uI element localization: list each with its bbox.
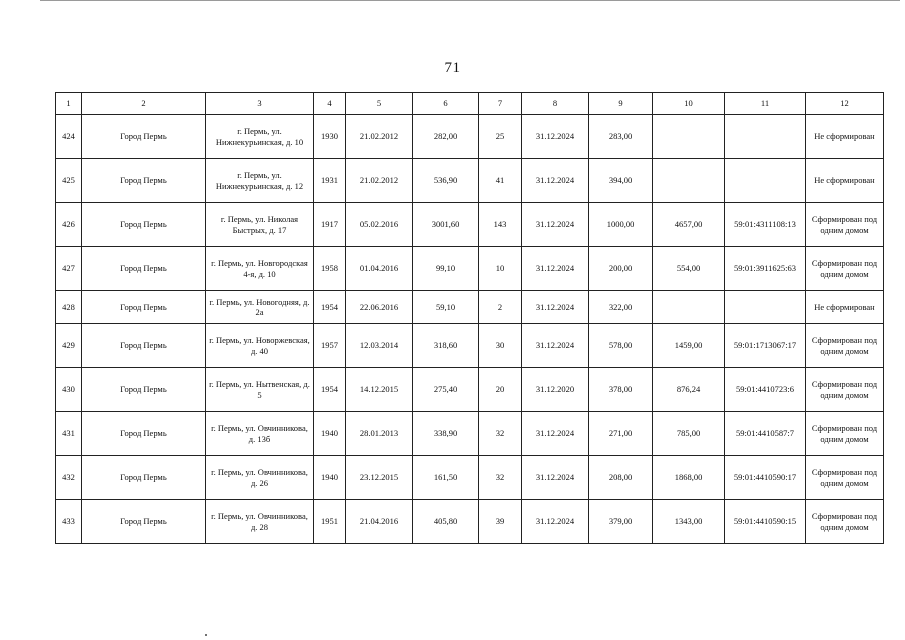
column-header: 2 <box>82 93 206 115</box>
column-header: 12 <box>806 93 884 115</box>
municipality-cell: Город Пермь <box>82 247 206 291</box>
cadastral-number-cell: 59:01:1713067:17 <box>725 324 806 368</box>
land-area-cell: 876,24 <box>653 368 725 412</box>
date-cell: 21.02.2012 <box>346 159 413 203</box>
land-area-cell: 785,00 <box>653 412 725 456</box>
column-header: 6 <box>413 93 479 115</box>
cadastral-number-cell: 59:01:4410590:15 <box>725 500 806 544</box>
cadastral-number-cell: 59:01:3911625:63 <box>725 247 806 291</box>
value-cell: 208,00 <box>589 456 653 500</box>
residents-cell: 32 <box>479 456 522 500</box>
address-cell: г. Пермь, ул. Новоржевская, д. 40 <box>206 324 314 368</box>
land-area-cell <box>653 115 725 159</box>
land-area-cell: 554,00 <box>653 247 725 291</box>
header-row <box>56 93 884 115</box>
top-edge-rule <box>40 0 900 1</box>
status-cell: Не сформирован <box>806 115 884 159</box>
municipality-cell: Город Пермь <box>82 456 206 500</box>
value-cell: 378,00 <box>589 368 653 412</box>
deadline-cell: 31.12.2024 <box>522 159 589 203</box>
table-row <box>56 324 884 368</box>
cadastral-number-cell: 59:01:4311108:13 <box>725 203 806 247</box>
column-header: 1 <box>56 93 82 115</box>
address-cell: г. Пермь, ул. Овчинникова, д. 26 <box>206 456 314 500</box>
row-number-cell: 430 <box>56 368 82 412</box>
row-number-cell: 425 <box>56 159 82 203</box>
residents-cell: 30 <box>479 324 522 368</box>
table-row <box>56 247 884 291</box>
cadastral-number-cell: 59:01:4410723:6 <box>725 368 806 412</box>
table-row <box>56 291 884 324</box>
status-cell: Сформирован под одним домом <box>806 203 884 247</box>
deadline-cell: 31.12.2024 <box>522 115 589 159</box>
registry-table <box>55 92 884 544</box>
land-area-cell <box>653 291 725 324</box>
residents-cell: 20 <box>479 368 522 412</box>
address-cell: г. Пермь, ул. Николая Быстрых, д. 17 <box>206 203 314 247</box>
status-cell: Не сформирован <box>806 159 884 203</box>
area-cell: 161,50 <box>413 456 479 500</box>
column-header: 7 <box>479 93 522 115</box>
column-header: 8 <box>522 93 589 115</box>
deadline-cell: 31.12.2024 <box>522 291 589 324</box>
address-cell: г. Пермь, ул. Новгородская 4-я, д. 10 <box>206 247 314 291</box>
deadline-cell: 31.12.2020 <box>522 368 589 412</box>
status-cell: Сформирован под одним домом <box>806 412 884 456</box>
deadline-cell: 31.12.2024 <box>522 247 589 291</box>
row-number-cell: 428 <box>56 291 82 324</box>
area-cell: 275,40 <box>413 368 479 412</box>
status-cell: Сформирован под одним домом <box>806 456 884 500</box>
row-number-cell: 426 <box>56 203 82 247</box>
deadline-cell: 31.12.2024 <box>522 324 589 368</box>
year-cell: 1954 <box>314 368 346 412</box>
row-number-cell: 424 <box>56 115 82 159</box>
address-cell: г. Пермь, ул. Нытвенская, д. 5 <box>206 368 314 412</box>
table-row <box>56 115 884 159</box>
column-header: 11 <box>725 93 806 115</box>
status-cell: Сформирован под одним домом <box>806 324 884 368</box>
status-cell: Сформирован под одним домом <box>806 500 884 544</box>
date-cell: 28.01.2013 <box>346 412 413 456</box>
year-cell: 1951 <box>314 500 346 544</box>
address-cell: г. Пермь, ул. Овчинникова, д. 28 <box>206 500 314 544</box>
table-row <box>56 203 884 247</box>
deadline-cell: 31.12.2024 <box>522 500 589 544</box>
year-cell: 1940 <box>314 456 346 500</box>
table-row <box>56 456 884 500</box>
year-cell: 1917 <box>314 203 346 247</box>
status-cell: Сформирован под одним домом <box>806 368 884 412</box>
residents-cell: 10 <box>479 247 522 291</box>
column-header: 5 <box>346 93 413 115</box>
table-row <box>56 412 884 456</box>
municipality-cell: Город Пермь <box>82 324 206 368</box>
year-cell: 1957 <box>314 324 346 368</box>
column-header: 4 <box>314 93 346 115</box>
cadastral-number-cell: 59:01:4410587:7 <box>725 412 806 456</box>
land-area-cell <box>653 159 725 203</box>
cadastral-number-cell <box>725 159 806 203</box>
cadastral-number-cell <box>725 291 806 324</box>
municipality-cell: Город Пермь <box>82 412 206 456</box>
date-cell: 12.03.2014 <box>346 324 413 368</box>
residents-cell: 2 <box>479 291 522 324</box>
page-number: 71 <box>444 60 461 76</box>
row-number-cell: 433 <box>56 500 82 544</box>
date-cell: 14.12.2015 <box>346 368 413 412</box>
year-cell: 1958 <box>314 247 346 291</box>
value-cell: 322,00 <box>589 291 653 324</box>
land-area-cell: 4657,00 <box>653 203 725 247</box>
deadline-cell: 31.12.2024 <box>522 456 589 500</box>
value-cell: 283,00 <box>589 115 653 159</box>
municipality-cell: Город Пермь <box>82 291 206 324</box>
scan-speck <box>205 634 207 636</box>
land-area-cell: 1459,00 <box>653 324 725 368</box>
municipality-cell: Город Пермь <box>82 159 206 203</box>
date-cell: 23.12.2015 <box>346 456 413 500</box>
date-cell: 22.06.2016 <box>346 291 413 324</box>
area-cell: 338,90 <box>413 412 479 456</box>
address-cell: г. Пермь, ул. Овчинникова, д. 13б <box>206 412 314 456</box>
row-number-cell: 432 <box>56 456 82 500</box>
cadastral-number-cell: 59:01:4410590:17 <box>725 456 806 500</box>
area-cell: 3001,60 <box>413 203 479 247</box>
row-number-cell: 431 <box>56 412 82 456</box>
column-header: 9 <box>589 93 653 115</box>
table-row <box>56 368 884 412</box>
row-number-cell: 429 <box>56 324 82 368</box>
municipality-cell: Город Пермь <box>82 368 206 412</box>
land-area-cell: 1868,00 <box>653 456 725 500</box>
cadastral-number-cell <box>725 115 806 159</box>
residents-cell: 143 <box>479 203 522 247</box>
status-cell: Не сформирован <box>806 291 884 324</box>
column-header: 10 <box>653 93 725 115</box>
land-area-cell: 1343,00 <box>653 500 725 544</box>
row-number-cell: 427 <box>56 247 82 291</box>
date-cell: 21.04.2016 <box>346 500 413 544</box>
area-cell: 536,90 <box>413 159 479 203</box>
area-cell: 318,60 <box>413 324 479 368</box>
value-cell: 578,00 <box>589 324 653 368</box>
date-cell: 21.02.2012 <box>346 115 413 159</box>
area-cell: 59,10 <box>413 291 479 324</box>
municipality-cell: Город Пермь <box>82 500 206 544</box>
year-cell: 1931 <box>314 159 346 203</box>
area-cell: 405,80 <box>413 500 479 544</box>
value-cell: 200,00 <box>589 247 653 291</box>
date-cell: 05.02.2016 <box>346 203 413 247</box>
residents-cell: 32 <box>479 412 522 456</box>
residents-cell: 39 <box>479 500 522 544</box>
municipality-cell: Город Пермь <box>82 203 206 247</box>
year-cell: 1940 <box>314 412 346 456</box>
area-cell: 99,10 <box>413 247 479 291</box>
value-cell: 271,00 <box>589 412 653 456</box>
address-cell: г. Пермь, ул. Новогодняя, д. 2а <box>206 291 314 324</box>
table-row <box>56 159 884 203</box>
deadline-cell: 31.12.2024 <box>522 203 589 247</box>
value-cell: 1000,00 <box>589 203 653 247</box>
residents-cell: 41 <box>479 159 522 203</box>
status-cell: Сформирован под одним домом <box>806 247 884 291</box>
value-cell: 379,00 <box>589 500 653 544</box>
column-header: 3 <box>206 93 314 115</box>
address-cell: г. Пермь, ул. Нижнекурьинская, д. 10 <box>206 115 314 159</box>
year-cell: 1954 <box>314 291 346 324</box>
deadline-cell: 31.12.2024 <box>522 412 589 456</box>
date-cell: 01.04.2016 <box>346 247 413 291</box>
residents-cell: 25 <box>479 115 522 159</box>
value-cell: 394,00 <box>589 159 653 203</box>
table-row <box>56 500 884 544</box>
area-cell: 282,00 <box>413 115 479 159</box>
year-cell: 1930 <box>314 115 346 159</box>
address-cell: г. Пермь, ул. Нижнекурьинская, д. 12 <box>206 159 314 203</box>
municipality-cell: Город Пермь <box>82 115 206 159</box>
